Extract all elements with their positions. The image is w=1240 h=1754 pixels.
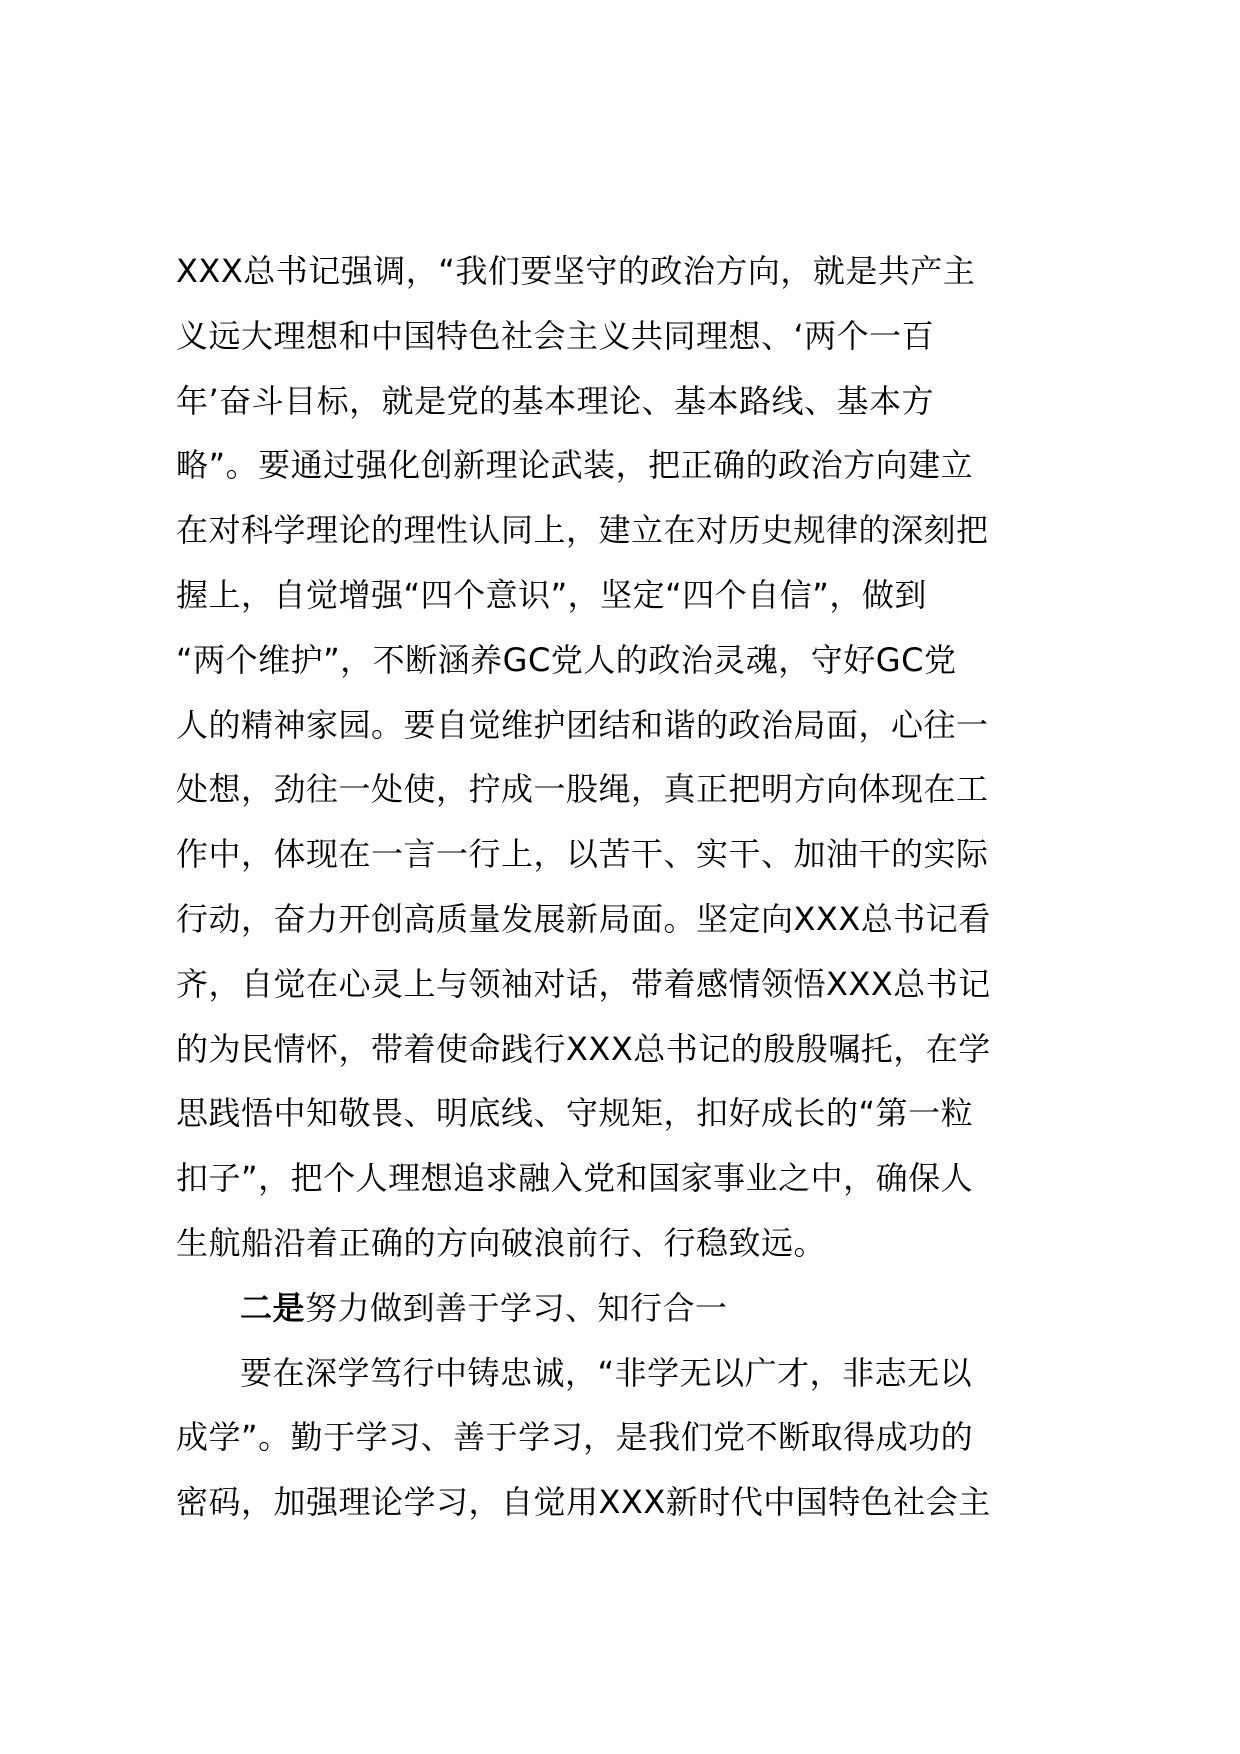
text-line: 生航船沿着正确的方向破浪前行、行稳致远。 [176, 1223, 827, 1262]
text-line: “两个维护”，不断涵养GC党人的政治灵魂，守好GC党 [176, 640, 957, 679]
text-line: 要在深学笃行中铸忠诚，“非学无以广才，非志无以 [240, 1353, 973, 1392]
text-line: 作中，体现在一言一行上，以苦干、实干、加油干的实际 [176, 835, 989, 874]
text-line: XXX总书记强调，“我们要坚守的政治方向，就是共产主 [176, 252, 976, 290]
section-heading [176, 1276, 1076, 1341]
section-heading-prefix: 二是 [240, 1288, 306, 1327]
text-line: 义远大理想和中国特色社会主义共同理想、‘两个一百 [176, 316, 935, 355]
section-heading-text: 努力做到善于学习、知行合一 [305, 1288, 728, 1327]
text-line: 处想，劲往一处使，拧成一股绳，真正把明方向体现在工 [176, 770, 989, 809]
text-line: 齐，自觉在心灵上与领袖对话，带着感情领悟XXX总书记 [176, 964, 991, 1003]
body-text [176, 239, 1076, 1535]
text-line: 密码，加强理论学习，自觉用XXX新时代中国特色社会主 [176, 1483, 991, 1522]
text-line: 行动，奋力开创高质量发展新局面。坚定向XXX总书记看 [176, 899, 991, 938]
text-line: 握上，自觉增强“四个意识”，坚定“四个自信”，做到 [176, 575, 927, 614]
text-line: 在对科学理论的理性认同上，建立在对历史规律的深刻把 [176, 511, 989, 550]
text-line: 成学”。勤于学习、善于学习，是我们党不断取得成功的 [176, 1418, 974, 1457]
text-line: 的为民情怀，带着使命践行XXX总书记的殷殷嘱托，在学 [176, 1029, 991, 1068]
text-line: 年’奋斗目标，就是党的基本理论、基本路线、基本方 [176, 381, 935, 420]
text-line: 人的精神家园。要自觉维护团结和谐的政治局面，心往一 [176, 705, 989, 744]
text-line: 扣子”，把个人理想追求融入党和国家事业之中，确保人 [176, 1159, 974, 1198]
text-line: 思践悟中知敬畏、明底线、守规矩，扣好成长的“第一粒 [176, 1094, 974, 1133]
text-line: 略”。要通过强化创新理论武装，把正确的政治方向建立 [176, 446, 974, 485]
